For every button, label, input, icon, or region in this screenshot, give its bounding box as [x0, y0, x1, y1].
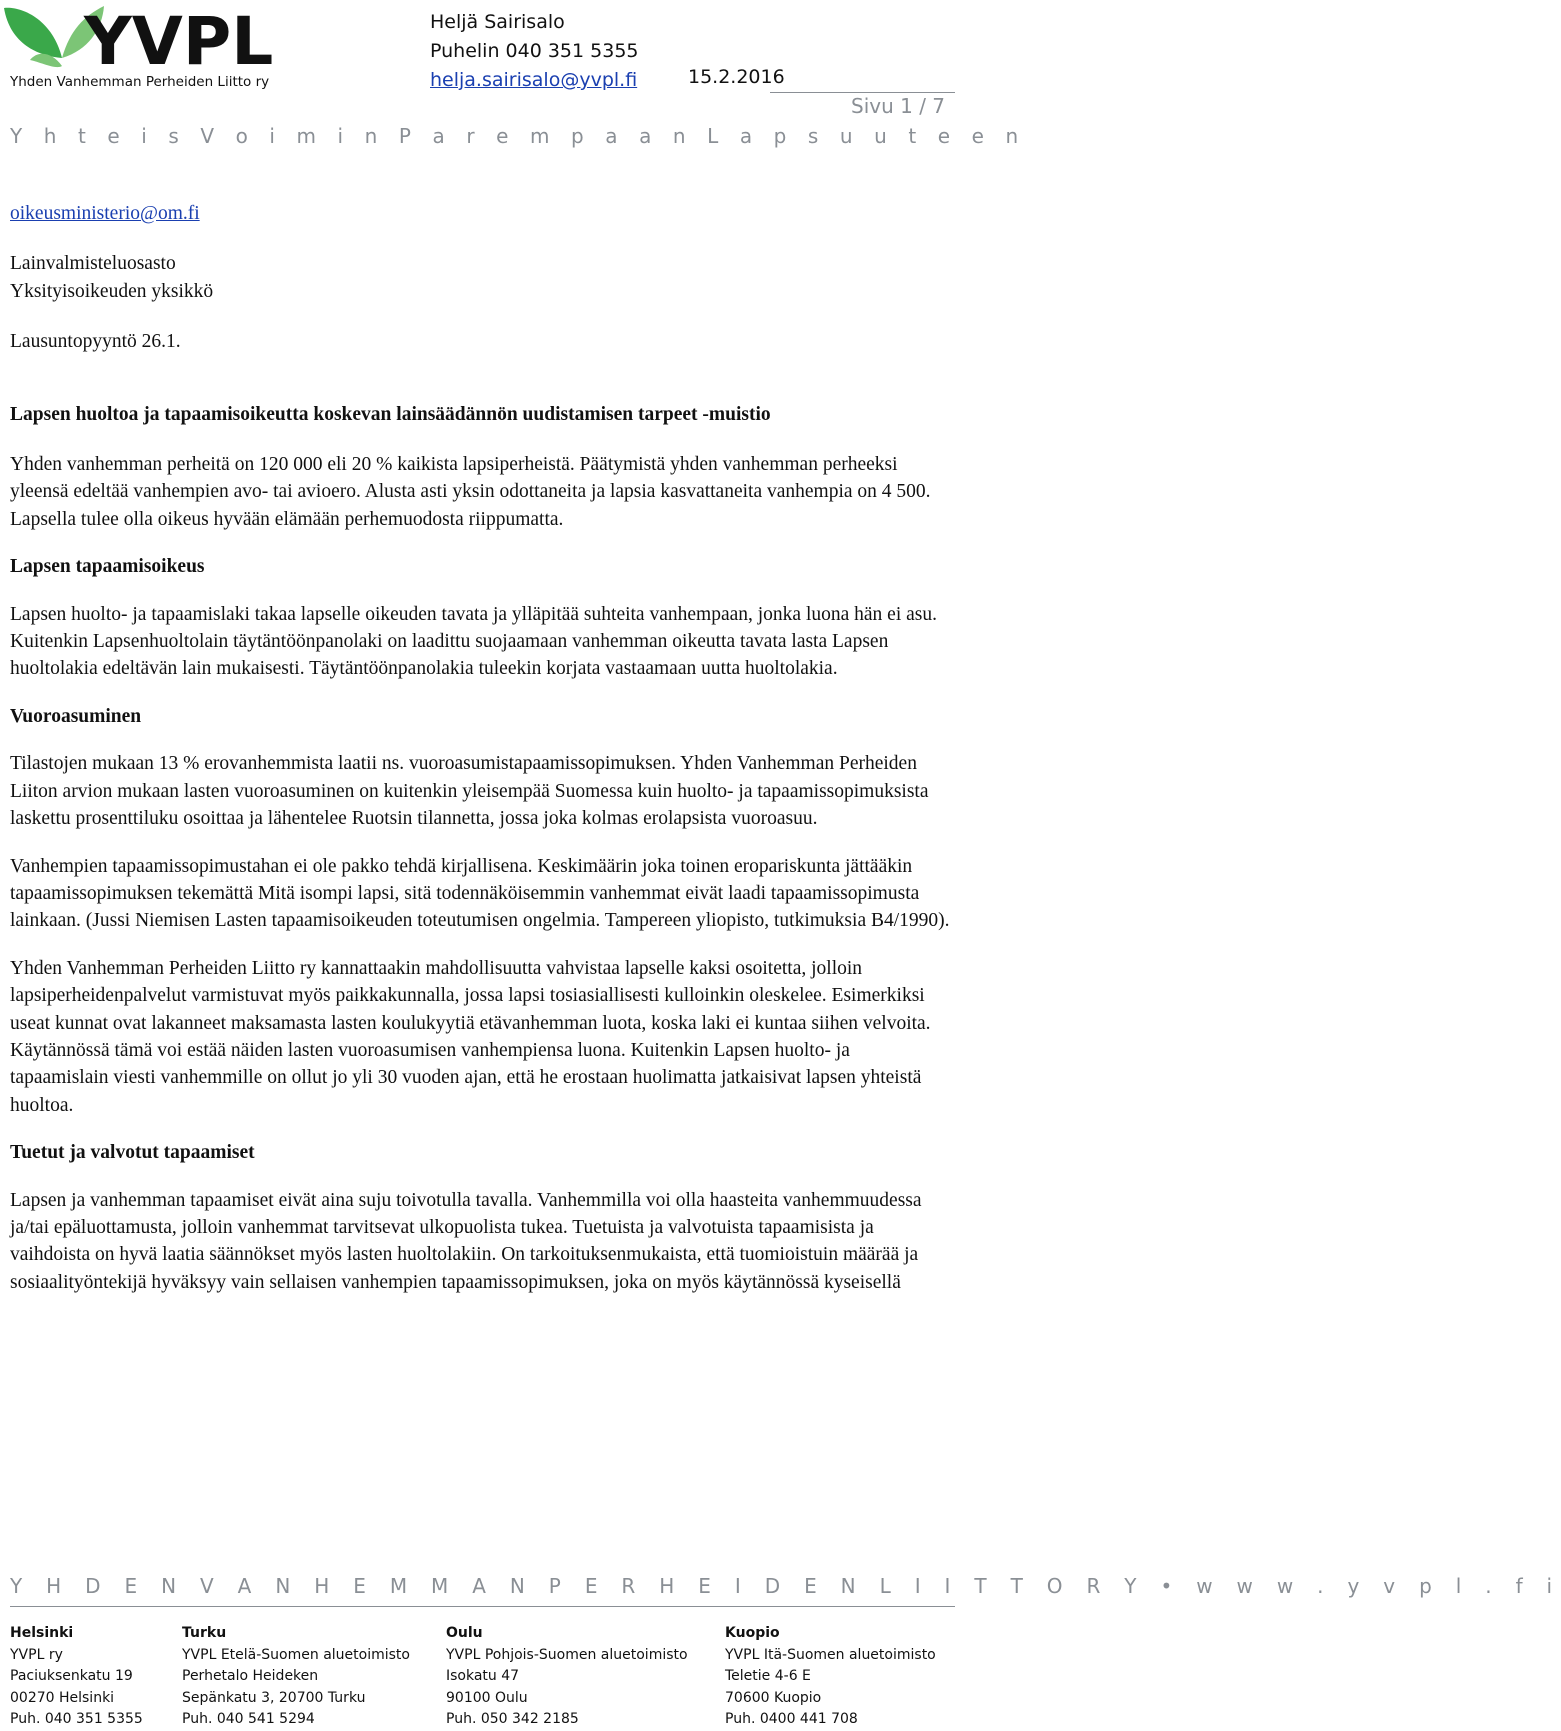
recipient-email-link[interactable]: oikeusministerio@om.fi	[10, 203, 200, 224]
office-line: Paciuksenkatu 19	[10, 1668, 133, 1684]
alternating-residence-paragraph-2: Vanhempien tapaamissopimustahan ei ole pakko tehdä kirjallisena. Keskimäärin joka toinen eropariskunta jättääkin tapaamissopimuksen tekemättä Mitä isompi lapsi, sitä todennäköisemmin vanhemmat eivät laadi tapaamissopimusta lainkaan. (Jussi Niemisen Lasten tapaamisoikeuden toteutumisen ongelmia. Tampereen yliopisto, tutkimuksia B4/1990).	[10, 855, 950, 932]
footer-divider	[10, 1606, 955, 1607]
document-date: 15.2.2016	[688, 66, 785, 88]
office-city: Kuopio	[725, 1625, 780, 1641]
letter-title: Lapsen huoltoa ja tapaamisoikeutta koskevan lainsäädännön uudistamisen tarpeet -muistio	[10, 403, 771, 425]
office-phone: Puh. 050 342 2185	[446, 1711, 579, 1727]
office-helsinki	[10, 1623, 143, 1731]
office-oulu	[446, 1623, 688, 1731]
header-divider	[770, 92, 955, 93]
office-phone: Puh. 0400 441 708	[725, 1711, 858, 1727]
reference: Lausuntopyyntö 26.1.	[10, 331, 181, 353]
alternating-residence-paragraph-1: Tilastojen mukaan 13 % erovanhemmista laatii ns. vuoroasumistapaamissopimuksen. Yhden Vanhemman Perheiden Liiton arvion mukaan lasten vuoroasuminen on kuitenkin yleisempää Suomessa kuin huolto- ja tapaamissopimuksista laskettu prosenttiluku osoittaa ja lähentelee Ruotsin tilannetta, jossa joka kolmas erolapsista vuoroasuu.	[10, 753, 929, 830]
office-kuopio	[725, 1623, 936, 1731]
department: Lainvalmisteluosasto	[10, 253, 176, 275]
office-line: Perhetalo Heideken	[182, 1668, 319, 1684]
page-number: Sivu 1 / 7	[851, 94, 946, 118]
visitation-paragraph: Lapsen huolto- ja tapaamislaki takaa lapselle oikeuden tavata ja ylläpitää suhteita vanhempaan, jonka luona hän ei asu. Kuitenkin Lapsenhuoltolain täytäntöönpanolaki on laadittu suojaamaan vanhemman oikeutta tavata lasta Lapsen huoltolakia edeltävän lain mukaisesti. Täytäntöönpanolakia tuleekin korjata vastaamaan uutta huoltolakia.	[10, 603, 937, 680]
office-line: YVPL Itä-Suomen aluetoimisto	[725, 1646, 936, 1663]
office-line: YVPL Etelä-Suomen aluetoimisto	[182, 1646, 410, 1663]
organization-logo	[0, 0, 300, 95]
office-city: Oulu	[446, 1625, 483, 1641]
contact-name: Heljä Sairisalo	[430, 11, 565, 33]
contact-email-link[interactable]: helja.sairisalo@yvpl.fi	[430, 69, 638, 91]
office-line: Isokatu 47	[446, 1668, 520, 1684]
office-phone: Puh. 040 541 5294	[182, 1711, 315, 1727]
supervised-visits-paragraph: Lapsen ja vanhemman tapaamiset eivät aina suju toivotulla tavalla. Vanhemmilla voi olla haasteita vanhemmuudessa ja/tai epäluottamusta, jolloin vanhemmat tarvitsevat ulkopuolista tukea. Tuetuista ja valvotuista tapaamisista ja vaihdoista on hyvä laatia säännökset myös lasten huoltolakiin. On tarkoituksenmukaista, että tuomioistuin määrää ja sosiaalityöntekijä hyväksyy vain sellaisen vanhempien tapaamissopimuksen, joka on myös käytännössä kyseisellä	[10, 1189, 922, 1293]
office-line: Sepänkatu 3, 20700 Turku	[182, 1689, 366, 1706]
office-line: 90100 Oulu	[446, 1689, 528, 1706]
office-phone: Puh. 040 351 5355	[10, 1711, 143, 1727]
office-line: YVPL Pohjois-Suomen aluetoimisto	[446, 1646, 688, 1663]
unit: Yksityisoikeuden yksikkö	[10, 280, 214, 302]
office-line: 70600 Kuopio	[725, 1689, 822, 1706]
office-city: Helsinki	[10, 1625, 74, 1641]
office-city: Turku	[182, 1625, 227, 1641]
slogan: Y h t e i s V o i m i n P a r e m p a a n L a p s u u t e e n	[10, 124, 1026, 148]
intro-paragraph: Yhden vanhemman perheitä on 120 000 eli 20 % kaikista lapsiperheistä. Päätymistä yhden vanhemman perheeksi yleensä edeltää vanhempien avo- tai avioero. Alusta asti yksin odottaneita ja lapsia kasvattaneita vanhempia on 4 500. Lapsella tulee olla oikeus hyvään elämään perhemuodosta riippumatta.	[10, 454, 931, 530]
section-heading-visitation: Lapsen tapaamisoikeus	[10, 556, 205, 578]
office-line: Teletie 4-6 E	[725, 1668, 811, 1684]
alternating-residence-paragraph-3: Yhden Vanhemman Perheiden Liitto ry kannattaakin mahdollisuutta vahvistaa lapselle kaksi osoitetta, jolloin lapsiperheidenpalvelut varmistuvat myös paikkakunnalla, jossa lapsi tosiasiallisesti kulloinkin oleskelee. Esimerkiksi useat kunnat ovat lakanneet maksamasta lasten koulukyytiä etävanhemman luota, koska laki ei kuntaa siihen velvoita. Käytännössä tämä voi estää näiden lasten vuoroasumisen vanhempiensa luona. Kuitenkin Lapsen huolto- ja tapaamislain viesti vanhemmille on ollut jo yli 30 vuoden ajan, että he erostaan huolimatta jatkaisivat lapsen yhteistä huoltoa.	[10, 957, 931, 1116]
section-heading-supervised-visits: Tuetut ja valvotut tapaamiset	[10, 1142, 255, 1164]
office-line: YVPL ry	[10, 1646, 63, 1663]
letter-body	[10, 200, 950, 1296]
org-full-name: Yhden Vanhemman Perheiden Liitto ry	[10, 74, 270, 90]
footer-tagline: Y H D E N V A N H E M M A N P E R H E I D E N L I I T T O R Y • w w w . y v p l . f i	[10, 1574, 1561, 1598]
logo-wordmark: YVPL	[84, 3, 274, 80]
section-heading-alternating-residence: Vuoroasuminen	[10, 705, 142, 727]
contact-phone: Puhelin 040 351 5355	[430, 40, 639, 62]
office-turku	[182, 1623, 410, 1731]
leaf-logo-icon	[0, 0, 300, 80]
office-line: 00270 Helsinki	[10, 1689, 115, 1706]
contact-block	[430, 8, 639, 95]
